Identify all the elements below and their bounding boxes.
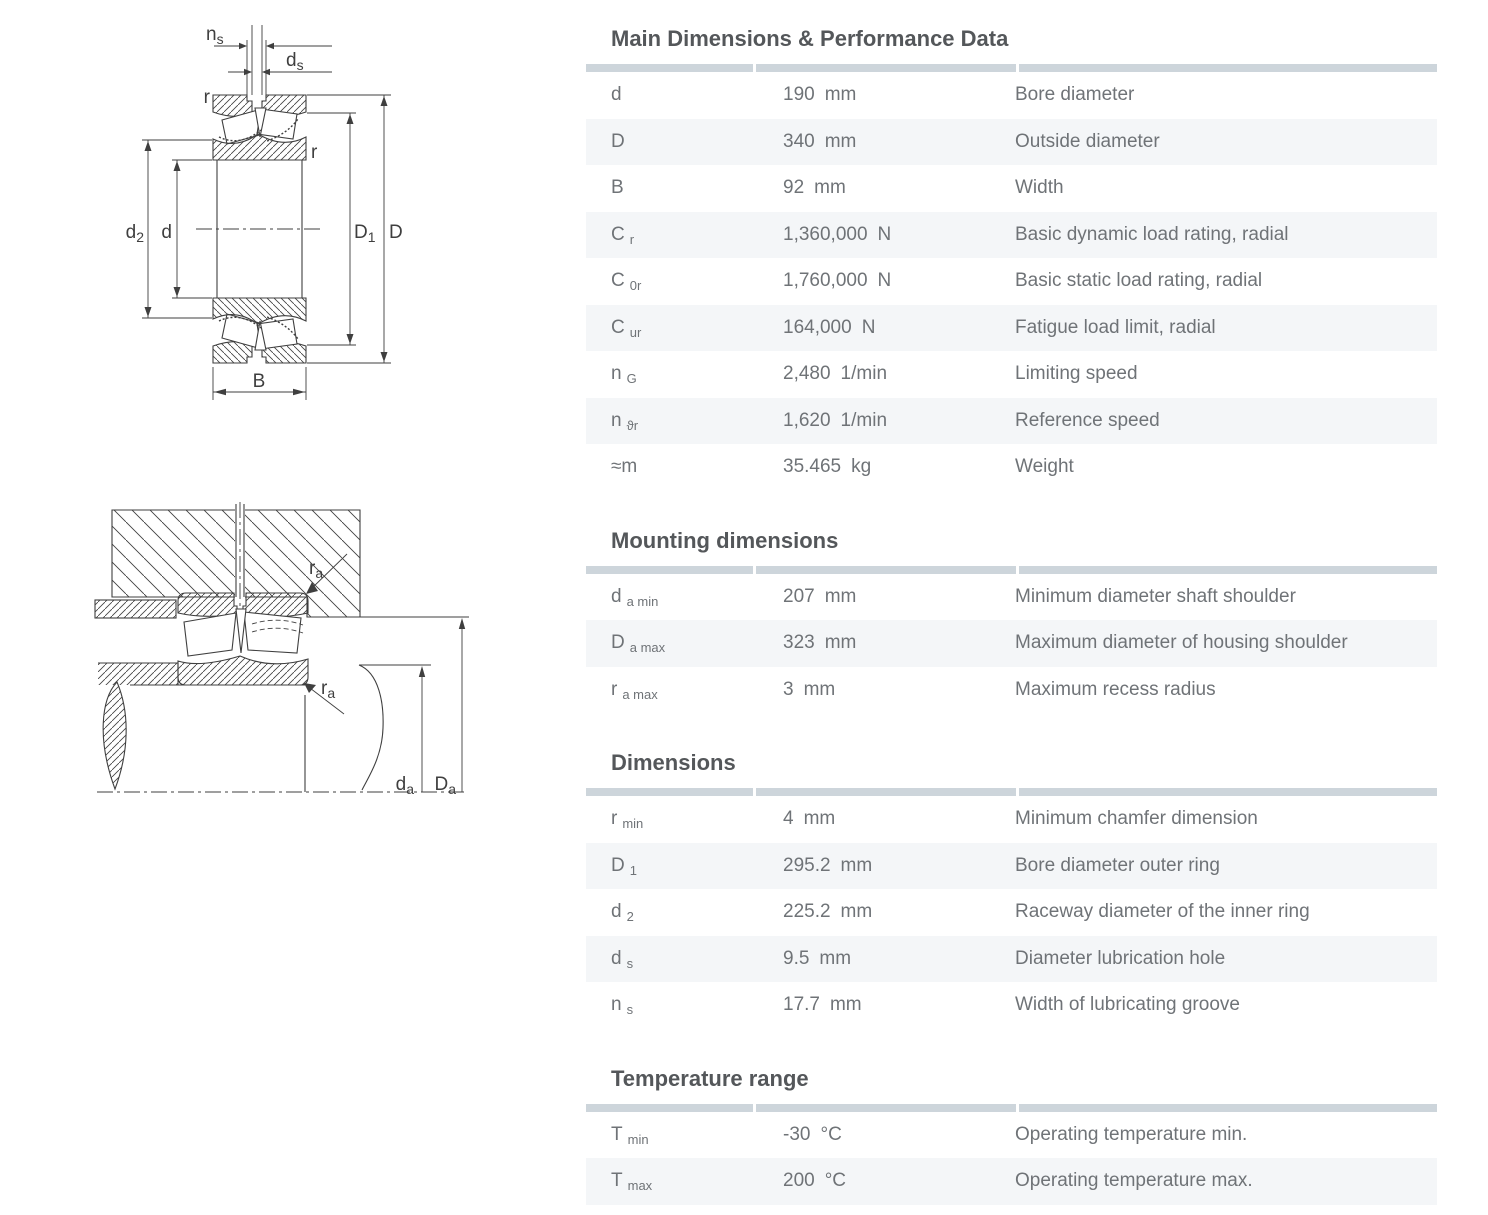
label-ns: $n_s$: [206, 24, 224, 47]
bearing-cross-section-diagram: [90, 18, 440, 410]
label-d2: $d_2$: [125, 222, 144, 245]
bearing-section-mounted: [178, 593, 308, 685]
table-header-bar: [586, 64, 1437, 72]
table-header-bar: [586, 566, 1437, 574]
label-Da: $D_a$: [434, 774, 456, 797]
table-row: r $_{a max}$ 3 mm Maximum recess radius: [611, 678, 1216, 702]
label-da: $d_a$: [395, 774, 414, 797]
dimensions-table: [586, 796, 1437, 1029]
section-title-dimensions: Dimensions: [611, 750, 736, 775]
section-title-main-dimensions: Main Dimensions & Performance Data: [611, 26, 1009, 51]
label-B: B: [252, 371, 266, 392]
table-row: d $_2$ 225.2 mm Raceway diameter of the inner ring: [611, 901, 1310, 925]
label-r-top: r: [203, 87, 210, 108]
label-ra-bottom: $r_a$: [321, 678, 336, 701]
table-row: D $_{a max}$ 323 mm Maximum diameter of housing shoulder: [586, 620, 1437, 667]
lube-hole-lines: [247, 25, 266, 95]
table-row: C $_{0r}$ 1,760,000 N Basic static load rating, radial: [611, 270, 1263, 294]
table-row: T $_{max}$ 200 °C Operating temperature max.: [586, 1158, 1437, 1205]
section-title-mounting-dimensions: Mounting dimensions: [611, 527, 839, 553]
shoulder-dimension-lines: [359, 617, 469, 792]
table-row: n $_s$ 17.7 mm Width of lubricating groove: [611, 994, 1240, 1018]
table-row: C $_r$ 1,360,000 N Basic dynamic load rating, radial: [586, 212, 1437, 259]
table-row: d $_s$ 9.5 mm Diameter lubrication hole: [586, 936, 1437, 983]
label-ds: $d_s$: [286, 50, 304, 73]
label-r-bottom: r: [311, 142, 318, 163]
bearing-section-lower: [213, 298, 306, 363]
label-D1: $D_1$: [354, 222, 376, 245]
table-header-bar: [586, 1104, 1437, 1112]
label-d: d: [161, 222, 172, 243]
table-row: n $_{ϑr}$ 1,620 1/min Reference speed: [586, 398, 1437, 445]
label-ra-top: $r_a$: [309, 558, 324, 581]
cover-section: [95, 600, 176, 618]
table-row: C $_{ur}$ 164,000 N Fatigue load limit, radial: [586, 305, 1437, 352]
bearing-section-upper: [213, 95, 306, 160]
table-row: D 340 mm Outside diameter: [586, 119, 1437, 166]
temperature-range-table: [586, 1112, 1437, 1205]
mounting-dimensions-table: [586, 574, 1437, 714]
table-row: ≈m 35.465 kg Weight: [611, 456, 1074, 478]
table-row: T $_{min}$ -30 °C Operating temperature min.: [611, 1123, 1248, 1147]
table-row: d 190 mm Bore diameter: [611, 84, 1135, 106]
label-D: D: [389, 222, 403, 243]
mounting-diagram: [90, 500, 475, 800]
table-header-bar: [586, 788, 1437, 796]
table-row: B 92 mm Width: [611, 177, 1064, 199]
table-row: n $_G$ 2,480 1/min Limiting speed: [611, 363, 1138, 387]
table-row: r $_{min}$ 4 mm Minimum chamfer dimension: [611, 808, 1258, 832]
table-row: D $_1$ 295.2 mm Bore diameter outer ring: [586, 843, 1437, 890]
table-row: d $_{a min}$ 207 mm Minimum diameter shaft shoulder: [611, 585, 1296, 609]
section-title-temperature-range: Temperature range: [611, 1065, 809, 1091]
spec-panel: [586, 0, 1437, 1205]
main-dimensions-table: [586, 72, 1437, 491]
